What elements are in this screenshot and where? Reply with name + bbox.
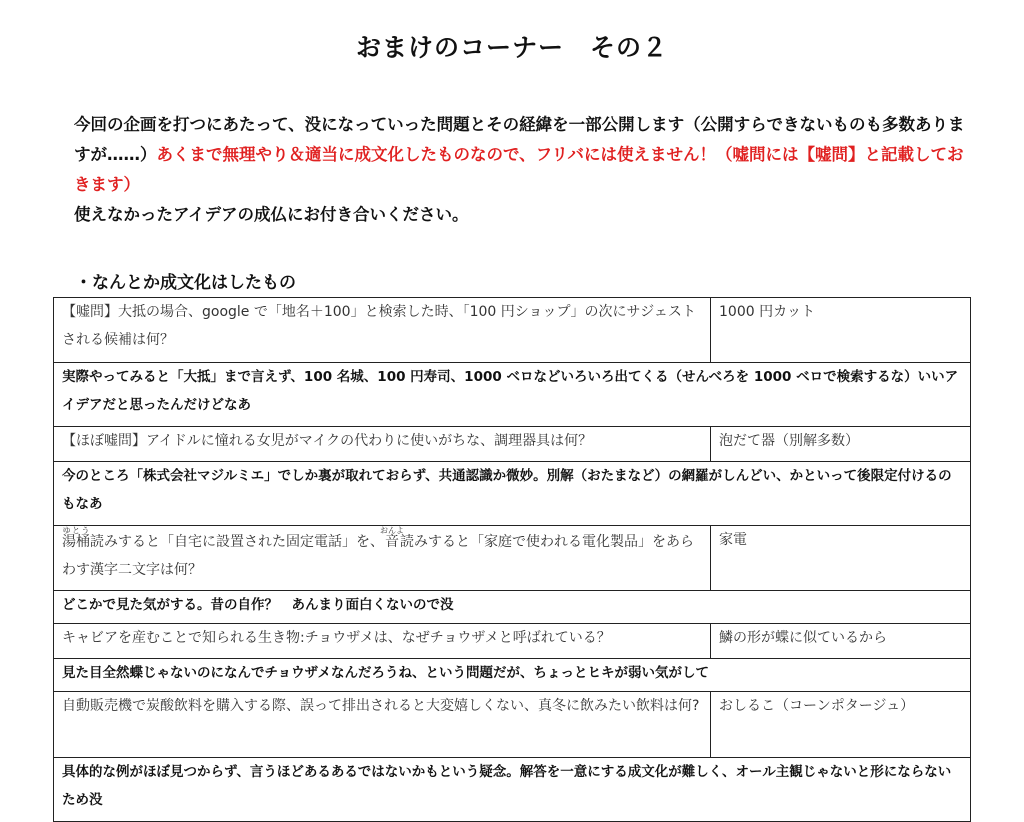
ruby-reading: ゆとう bbox=[62, 526, 90, 535]
note-cell: 具体的な例がほぼ見つからず、言うほどあるあるではないかもという疑念。解答を一意にする成文化が難しく、オール主観じゃないと形にならないため没 bbox=[54, 758, 971, 822]
section-heading: ・なんとか成文化はしたもの bbox=[75, 273, 296, 293]
intro-warning-red: あくまで無理やり＆適当に成文化したものなので、フリバには使えません！（嘘問には【嘘問】と記載しておきます） bbox=[74, 145, 964, 194]
intro-text bbox=[52, 110, 977, 230]
note-row bbox=[54, 462, 971, 526]
page-title: おまけのコーナー その２ bbox=[355, 33, 668, 62]
answer-cell: 泡だて器（別解多数） bbox=[711, 427, 971, 462]
question-text: 読みすると「自宅に設置された固定電話」を、 bbox=[90, 534, 384, 550]
table-row bbox=[54, 526, 971, 591]
table-row bbox=[54, 692, 971, 758]
table-row bbox=[54, 298, 971, 363]
table-row bbox=[54, 427, 971, 462]
answer-cell: 鱗の形が蝶に似ているから bbox=[711, 624, 971, 659]
note-row bbox=[54, 363, 971, 427]
note-cell: 今のところ「株式会社マジルミエ」でしか裏が取れておらず、共通認識か微妙。別解（おたまなど）の網羅がしんどい、かといって後限定付けるのもなあ bbox=[54, 462, 971, 526]
answer-cell: 1000 円カット bbox=[711, 298, 971, 363]
ruby-yuto bbox=[62, 526, 90, 550]
question-text: 読みすると「家庭で使われる電化製品」をあらわす漢字二文字は何？ bbox=[62, 534, 694, 578]
question-cell: 【ほぼ嘘問】アイドルに憧れる女児がマイクの代わりに使いがちな、調理器具は何？ bbox=[54, 427, 711, 462]
note-cell: 実際やってみると「大抵」まで言えず、100 名城、100 円寿司、1000 ベロなどいろいろ出てくる（せんべろを 1000 ベロで検索するな）いいアイデアだと思ったんだけどなあ bbox=[54, 363, 971, 427]
intro-paragraph-1 bbox=[52, 110, 977, 200]
note-row bbox=[54, 591, 971, 624]
intro-paragraph-2: 使えなかったアイデアの成仏にお付き合いください。 bbox=[74, 205, 469, 224]
question-cell: 自動販売機で炭酸飲料を購入する際、誤って排出されると大変嬉しくない、真冬に飲みたい飲料は何? bbox=[54, 692, 711, 758]
ruby-on bbox=[380, 526, 404, 550]
question-cell: キャビアを産むことで知られる生き物:チョウザメは、なぜチョウザメと呼ばれている？ bbox=[54, 624, 711, 659]
question-cell: 【嘘問】大抵の場合、google で「地名＋100」と検索した時、「100 円ショップ」の次にサジェストされる候補は何？ bbox=[54, 298, 711, 363]
intro-text-black: 今回の企画を打つにあたって、没になっていった問題とその経緯を一部公開します（公開すらできないものも多数ありますが……） bbox=[74, 115, 965, 164]
quiz-table bbox=[53, 297, 971, 822]
question-cell bbox=[54, 526, 711, 591]
ruby-reading: おんよ bbox=[380, 526, 404, 535]
ruby-base: 湯桶 bbox=[62, 534, 90, 550]
note-cell: 見た目全然蝶じゃないのになんでチョウザメなんだろうね、という問題だが、ちょっとヒキが弱い気がして bbox=[54, 659, 971, 692]
answer-cell: おしるこ（コーンポタージュ） bbox=[711, 692, 971, 758]
ruby-base: 音 bbox=[380, 534, 404, 550]
table-row bbox=[54, 624, 971, 659]
answer-cell: 家電 bbox=[711, 526, 971, 591]
note-row bbox=[54, 659, 971, 692]
note-cell: どこかで見た気がする。昔の自作？ あんまり面白くないので没 bbox=[54, 591, 971, 624]
note-row bbox=[54, 758, 971, 822]
